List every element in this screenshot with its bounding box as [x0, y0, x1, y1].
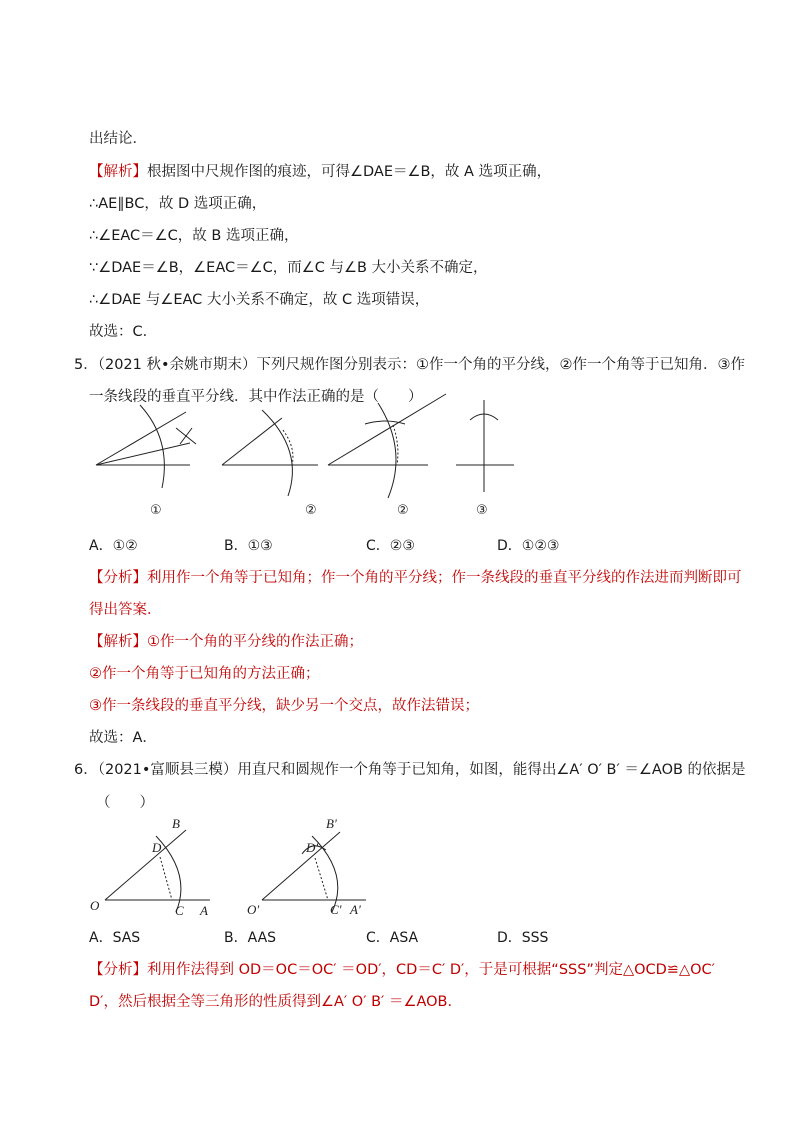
q4-line-0: 出结论． [89, 131, 147, 147]
q6-option-c: C．ASA [366, 930, 419, 946]
q6-stem-2: （ ） [96, 795, 154, 811]
fenxi-tag: 【分析】 [89, 570, 147, 586]
q5-jiexi-1 [89, 632, 363, 652]
q5-option-a: A．①② [89, 538, 138, 554]
q6-fig1-label-a: A [200, 903, 208, 918]
q6-fig2-label-d: D′ [306, 840, 319, 855]
q5-stem-2: 一条线段的垂直平分线．其中作法正确的是（ ） [89, 389, 423, 405]
q4-line-3: ∴∠EAC＝∠C，故 B 选项正确， [89, 228, 299, 244]
q5-answer: 故选：A． [89, 730, 157, 746]
q6-fig2-label-b: B′ [326, 816, 337, 831]
q5-stem-1: 5．（2021 秋•余姚市期末）下列尺规作图分别表示：①作一个角的平分线，②作一个角等于已知角．③作 [74, 357, 746, 373]
q4-jiexi-text-1: 根据图中尺规作图的痕迹，可得∠DAE＝∠B，故 A 选项正确， [147, 164, 552, 180]
q6-option-d: D．SSS [497, 930, 549, 946]
q4-answer: 故选：C． [89, 324, 158, 340]
jiexi-tag: 【解析】 [89, 634, 147, 650]
q6-stem-1: 6．（2021•富顺县三模）用直尺和圆规作一个角等于已知角，如图，能得出∠A′ O′ B′ ＝∠AOB 的依据是 [74, 762, 746, 778]
q6-fig1-label-b: B [172, 816, 180, 831]
q6-fenxi-text-1: 利用作法得到 OD＝OC＝OC′ ＝OD′，CD＝C′ D′，于是可根据“SSS”判定△OCD≌△OC′ [147, 962, 715, 978]
q6-fig1-label-c: C [175, 903, 184, 918]
q5-figure-4 [456, 400, 514, 492]
q4-jiexi-line-1 [89, 162, 551, 182]
q5-figure-4-label: ③ [476, 503, 488, 518]
q5-figure-3 [328, 394, 446, 498]
q4-line-2: ∴AE∥BC，故 D 选项正确， [89, 196, 267, 212]
q5-fenxi-2: 得出答案． [89, 602, 162, 618]
q6-fig2-label-c: C′ [330, 902, 342, 917]
q5-option-b: B．①③ [224, 538, 273, 554]
q6-option-b: B．AAS [224, 930, 277, 946]
q5-figure-1-label: ① [150, 503, 162, 518]
q5-option-d: D．①②③ [497, 538, 560, 554]
q6-fig1-label-d: D [152, 840, 162, 855]
q4-line-4: ∵∠DAE＝∠B，∠EAC＝∠C，而∠C 与∠B 大小关系不确定， [89, 260, 488, 276]
q5-jiexi-text-1: ①作一个角的平分线的作法正确； [147, 634, 363, 650]
q6-fig2-label-a: A′ [350, 902, 361, 917]
q5-figure-1 [96, 405, 196, 488]
q5-fenxi-1 [89, 568, 742, 588]
q5-jiexi-3: ③作一条线段的垂直平分线，缺少另一个交点，故作法错误； [89, 698, 479, 714]
q6-fig2-label-o: O′ [247, 902, 260, 917]
q6-option-a: A．SAS [89, 930, 141, 946]
q4-line-5: ∴∠DAE 与∠EAC 大小关系不确定，故 C 选项错误， [89, 292, 430, 308]
q6-fenxi-1 [89, 960, 715, 980]
q6-figures [0, 812, 793, 922]
q5-figure-2-label: ② [305, 503, 317, 518]
jiexi-tag: 【解析】 [89, 164, 147, 180]
q6-fenxi-2: D′，然后根据全等三角形的性质得到∠A′ O′ B′ ＝∠AOB． [89, 994, 462, 1010]
q5-fenxi-text-1: 利用作一个角等于已知角；作一个角的平分线；作一条线段的垂直平分线的作法进而判断即可 [147, 570, 742, 586]
q5-figure-3-label: ② [397, 503, 409, 518]
q5-jiexi-2: ②作一个角等于已知角的方法正确； [89, 666, 320, 682]
fenxi-tag: 【分析】 [89, 962, 147, 978]
q5-option-c: C．②③ [366, 538, 415, 554]
q5-figure-2 [222, 410, 318, 496]
q5-figures [0, 400, 793, 540]
q6-fig1-label-o: O [90, 898, 100, 913]
